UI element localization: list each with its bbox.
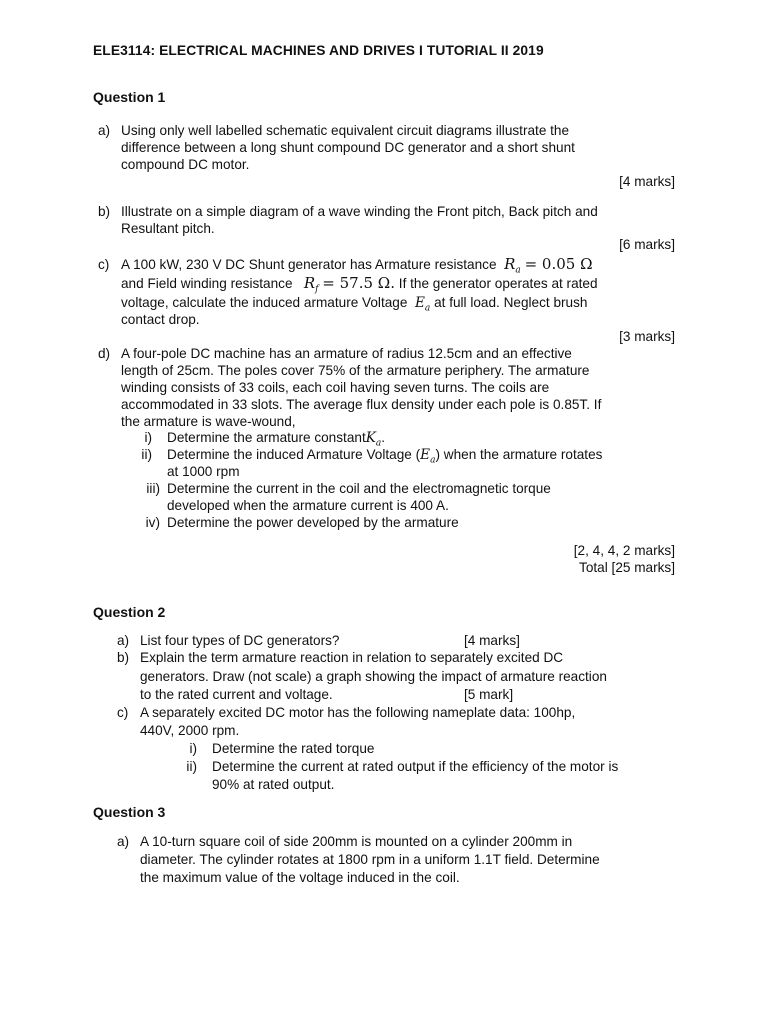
document-title: ELE3114: ELECTRICAL MACHINES AND DRIVES I TUTORIAL II 2019: [93, 43, 544, 58]
rf-symbol: R: [303, 274, 316, 292]
ra-subscript: a: [515, 265, 521, 276]
ka-symbol: K: [365, 430, 376, 446]
q1d-i-end: .: [381, 430, 386, 445]
ea-subscript: a: [424, 303, 431, 314]
q1c-line-4: contact drop.: [121, 312, 200, 327]
question-2-heading: Question 2: [93, 604, 166, 620]
q1d-line-1: A four-pole DC machine has an armature of radius 12.5cm and an effective: [121, 346, 572, 361]
ea-symbol-2: E: [420, 447, 431, 463]
q2c-ii-line-2: 90% at rated output.: [212, 777, 335, 792]
q2b-line-2: generators. Draw (not scale) a graph showing the impact of armature reaction: [140, 669, 607, 684]
ka-subscript: a: [375, 438, 382, 449]
q1d-iii-line-1: Determine the current in the coil and the electromagnetic torque: [167, 481, 551, 496]
q1d-iii-line-2: developed when the armature current is 400 A.: [167, 498, 449, 513]
q1a-line-3: compound DC motor.: [121, 157, 250, 172]
ra-symbol: R: [504, 255, 516, 273]
q1c-line-1-text: A 100 kW, 230 V DC Shunt generator has Armature resistance: [121, 257, 497, 272]
q2c-ii-label: ii): [186, 759, 197, 774]
ea-symbol: E: [414, 295, 425, 311]
q1-total-marks: Total [25 marks]: [579, 560, 675, 575]
q1d-ii-text: Determine the induced Armature Voltage (: [167, 447, 421, 462]
q2c-line-1: A separately excited DC motor has the following nameplate data: 100hp,: [140, 705, 576, 720]
ea-subscript-2: a: [430, 455, 436, 466]
q1c-label: c): [98, 257, 110, 272]
q1d-ii-text-2: ) when the armature rotates: [435, 447, 603, 462]
q3a-line-3: the maximum value of the voltage induced in the coil.: [140, 870, 460, 885]
q1c-line-2-post: If the generator operates at rated: [398, 276, 598, 291]
rf-subscript: f: [315, 284, 319, 295]
q1c-line-3-pre: voltage, calculate the induced armature Voltage: [121, 295, 408, 310]
question-3-heading: Question 3: [93, 804, 166, 820]
q1d-line-2: length of 25cm. The poles cover 75% of the armature periphery. The armature: [121, 363, 590, 378]
q3a-label: a): [117, 834, 130, 849]
q3a-line-1: A 10-turn square coil of side 200mm is mounted on a cylinder 200mm in: [140, 834, 573, 849]
q2b-line-3: to the rated current and voltage.: [140, 687, 333, 702]
q1d-line-4: accommodated in 33 slots. The average flux density under each pole is 0.85T. If: [121, 397, 602, 412]
q1d-ii-line-1: [167, 446, 602, 464]
q1d-line-3: winding consists of 33 coils, each coil having seven turns. The coils are: [121, 380, 550, 395]
ra-value: = 0.05 Ω: [524, 255, 593, 273]
q1c-line-3: [121, 294, 587, 312]
q3a-line-2: diameter. The cylinder rotates at 1800 rpm in a uniform 1.1T field. Determine: [140, 852, 600, 867]
q1c-line-2-pre: and Field winding resistance: [121, 276, 293, 291]
q1a-marks: [4 marks]: [619, 174, 675, 189]
q1a-label: a): [98, 123, 111, 138]
q1b-label: b): [98, 204, 111, 219]
q2c-line-2: 440V, 2000 rpm.: [140, 723, 240, 738]
q1d-line-5: the armature is wave-wound,: [121, 414, 296, 429]
q1c-line-3-post: at full load. Neglect brush: [434, 295, 588, 310]
q1b-marks: [6 marks]: [619, 237, 675, 252]
q1d-ii-line-2: at 1000 rpm: [167, 464, 240, 479]
q1b-line-1: Illustrate on a simple diagram of a wave winding the Front pitch, Back pitch and: [121, 204, 598, 219]
q2a-label: a): [117, 633, 130, 648]
question-1-heading: Question 1: [93, 89, 166, 105]
q1a-line-2: difference between a long shunt compound DC generator and a short shunt: [121, 140, 575, 155]
q2b-label: b): [117, 650, 130, 665]
q1a-line-1: Using only well labelled schematic equivalent circuit diagrams illustrate the: [121, 123, 570, 138]
q2b-marks: [5 mark]: [464, 687, 514, 702]
q2a-text: List four types of DC generators?: [140, 633, 340, 648]
q1d-iii-label: iii): [146, 481, 160, 496]
rf-value: = 57.5 Ω.: [322, 274, 396, 292]
q1d-iv-label: iv): [145, 515, 160, 530]
q2c-i-label: i): [189, 741, 197, 756]
q1d-iv-text: Determine the power developed by the armature: [167, 515, 459, 530]
q1d-marks: [2, 4, 4, 2 marks]: [573, 543, 675, 558]
q1b-line-2: Resultant pitch.: [121, 221, 215, 236]
q2a-marks: [4 marks]: [464, 633, 520, 648]
q1d-i-text: [167, 429, 385, 447]
q2c-i-text: Determine the rated torque: [212, 741, 375, 756]
q2c-ii-line-1: Determine the current at rated output if the efficiency of the motor is: [212, 759, 619, 774]
q1d-i-text-body: Determine the armature constant: [167, 430, 366, 445]
q1d-i-label: i): [144, 430, 152, 445]
q1c-marks: [3 marks]: [619, 329, 675, 344]
q1d-label: d): [98, 346, 111, 361]
q1c-line-1: [121, 255, 593, 276]
q1c-line-2: [121, 274, 598, 295]
q2b-line-1: Explain the term armature reaction in relation to separately excited DC: [140, 650, 564, 665]
q1d-ii-label: ii): [141, 447, 152, 462]
q2c-label: c): [117, 705, 129, 720]
